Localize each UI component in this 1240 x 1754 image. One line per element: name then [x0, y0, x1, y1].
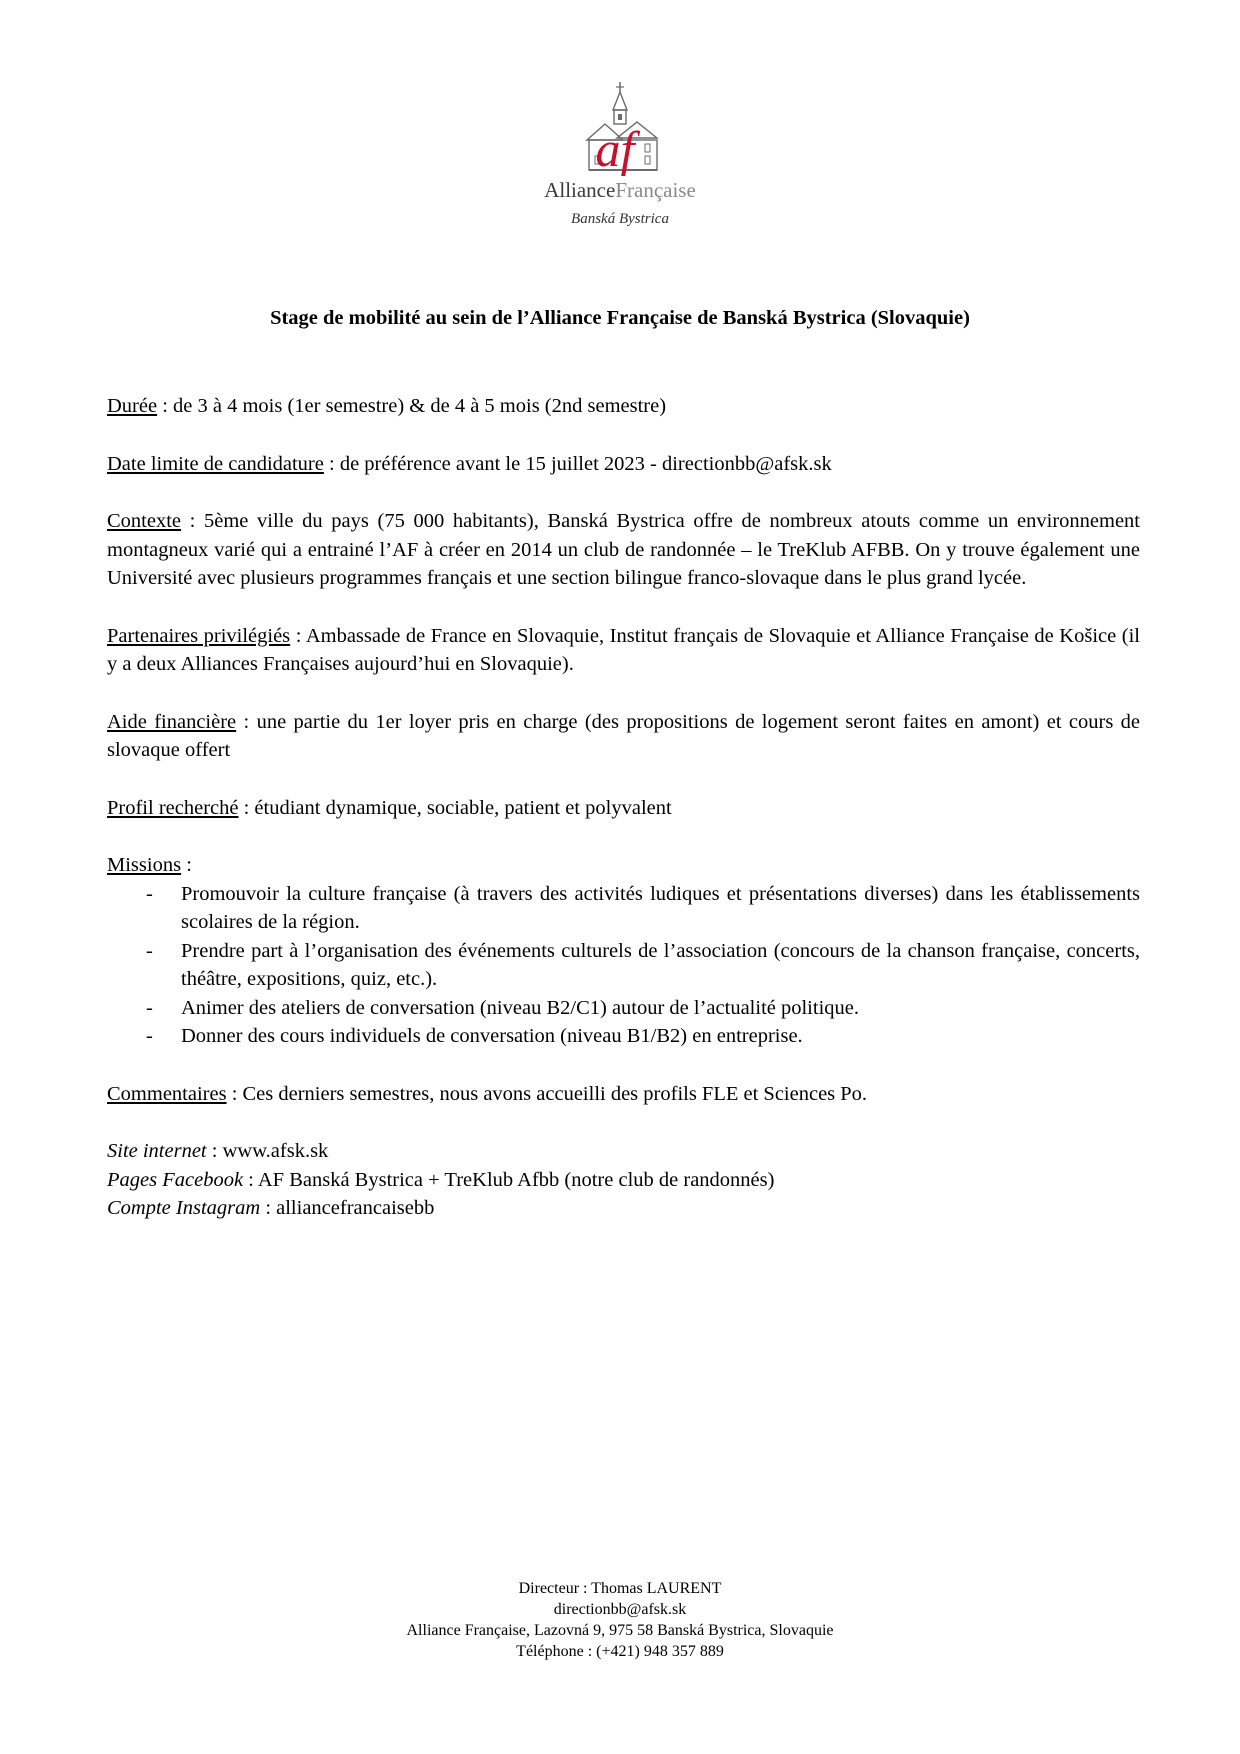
label-aide: Aide financière: [107, 710, 237, 733]
document-title: Stage de mobilité au sein de l’Alliance Française de Banská Bystrica (Slovaquie): [270, 307, 970, 329]
logo-name-part2: Française: [615, 178, 696, 202]
logo-city: Banská Bystrica: [571, 211, 669, 227]
label-duree: Durée: [107, 395, 158, 417]
label-commentaires: Commentaires: [107, 1082, 227, 1105]
text-facebook: : AF Banská Bystrica + TreKlub Afbb (notre club de randonnés): [243, 1168, 775, 1191]
label-missions: Missions: [107, 854, 182, 876]
list-item: [107, 880, 1140, 937]
mission-text: Promouvoir la culture française (à travers des activités ludiques et présentations diverses) dans les établissements scolaires de la région.: [181, 882, 1140, 933]
section-date-limite: [107, 450, 1140, 479]
af-monogram: af: [595, 121, 635, 176]
label-facebook: Pages Facebook: [107, 1168, 244, 1191]
label-contexte: Contexte: [107, 510, 182, 532]
text-date-limite: : de préférence avant le 15 juillet 2023 - directionbb@afsk.sk: [323, 452, 832, 475]
text-partenaires: : Ambassade de France en Slovaquie, Institut français de Slovaquie et Alliance Française de Košice (il y a deux Alliances Françaises aujourd’hui en Slovaquie).: [107, 624, 1140, 675]
dash-bullet: -: [146, 939, 153, 962]
footer-email: directionbb@afsk.sk: [553, 1601, 687, 1618]
link-instagram: [107, 1194, 1140, 1223]
section-duree: [107, 392, 1140, 421]
mission-text: Prendre part à l’organisation des événements culturels de l’association (concours de la chanson française, concerts, théâtre, expositions, quiz, etc.).: [181, 939, 1140, 990]
text-site: : www.afsk.sk: [206, 1140, 329, 1162]
section-contexte: [107, 507, 1140, 593]
dash-bullet: -: [146, 996, 153, 1019]
label-partenaires: Partenaires privilégiés: [107, 624, 291, 647]
text-duree: : de 3 à 4 mois (1er semestre) & de 4 à 5 mois (2nd semestre): [157, 395, 667, 417]
section-commentaires: [107, 1080, 1140, 1109]
label-profil: Profil recherché: [107, 796, 239, 819]
logo: [520, 80, 720, 228]
missions-list: [107, 880, 1140, 1051]
section-partenaires: [107, 622, 1140, 679]
text-aide: : une partie du 1er loyer pris en charge (des propositions de logement seront faites en amont) et cours de slovaque offert: [107, 710, 1141, 761]
mission-text: Donner des cours individuels de conversation (niveau B1/B2) en entreprise.: [181, 1025, 803, 1047]
dash-bullet: -: [146, 1025, 153, 1047]
mission-text: Animer des ateliers de conversation (niveau B2/C1) autour de l’actualité politique.: [181, 996, 859, 1019]
dash-bullet: -: [146, 882, 153, 905]
section-profil: [107, 794, 1140, 823]
label-site: Site internet: [107, 1140, 207, 1162]
footer-phone: Téléphone : (+421) 948 357 889: [516, 1643, 724, 1660]
list-item: [107, 937, 1140, 994]
document-body: [107, 392, 1140, 1223]
text-instagram: : alliancefrancaisebb: [260, 1197, 435, 1219]
label-date-limite: Date limite de candidature: [107, 452, 324, 475]
logo-name-part1: Alliance: [544, 178, 616, 202]
text-commentaires: : Ces derniers semestres, nous avons accueilli des profils FLE et Sciences Po.: [226, 1082, 868, 1105]
text-missions: :: [181, 854, 192, 876]
section-missions: [107, 851, 1140, 880]
text-profil: : étudiant dynamique, sociable, patient et polyvalent: [238, 796, 672, 819]
logo-wordmark: [520, 178, 720, 203]
church-emblem-icon: [565, 80, 675, 176]
link-facebook: [107, 1166, 1140, 1195]
label-instagram: Compte Instagram: [107, 1197, 261, 1219]
footer: [0, 1578, 1240, 1662]
section-aide: [107, 708, 1140, 765]
list-item: [107, 1022, 1140, 1051]
footer-director: Directeur : Thomas LAURENT: [518, 1580, 722, 1597]
links-block: [107, 1137, 1140, 1223]
footer-address: Alliance Française, Lazovná 9, 975 58 Banská Bystrica, Slovaquie: [406, 1622, 834, 1639]
link-site: [107, 1137, 1140, 1166]
list-item: [107, 994, 1140, 1023]
text-contexte: : 5ème ville du pays (75 000 habitants), Banská Bystrica offre de nombreux atouts comme un environnement montagneux varié qui a entrainé l’AF à créer en 2014 un club de randonnée – le TreKlub AFBB. On y trouve également une Université avec plusieurs programmes français et une section bilingue franco-slovaque dans le plus grand lycée.: [107, 510, 1140, 589]
